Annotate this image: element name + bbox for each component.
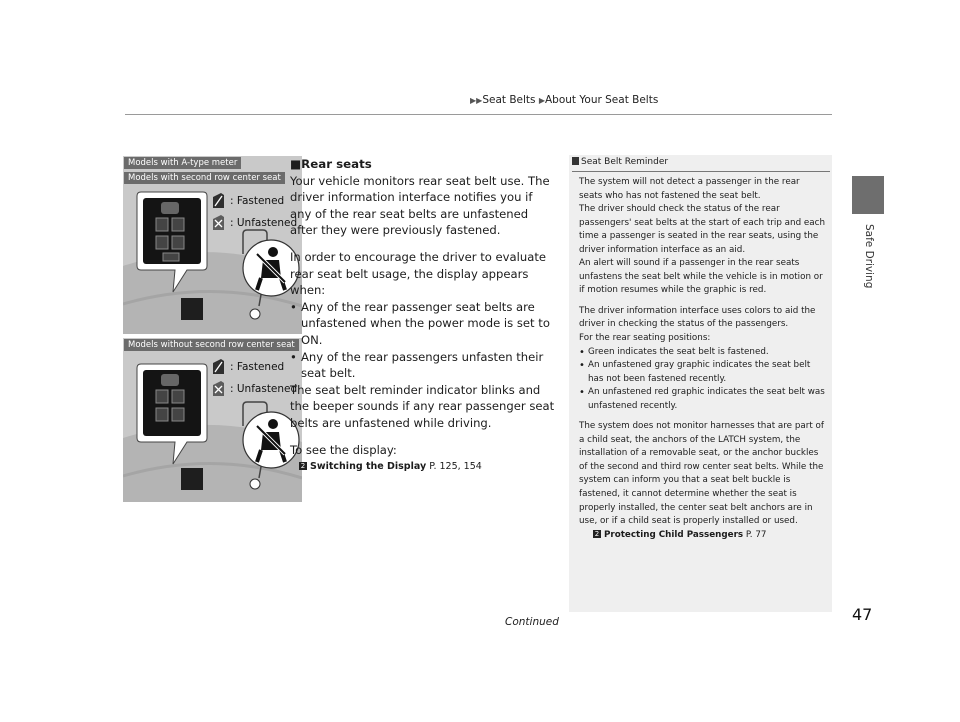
note-paragraph: The driver should check the status of the rear passengers' seat belts at the start of each trip and each time a passenger is seated in the rear seats, using the driver information interface as an aid. (579, 204, 826, 255)
reference-arrow-icon: 2 (300, 462, 306, 471)
breadcrumb-item-seat-belts[interactable]: Seat Belts (482, 94, 536, 106)
list-item: • Any of the rear passenger seat belts are unfastened when the power mode is set to ON. (290, 299, 555, 349)
rear-seat-icon (172, 236, 184, 249)
page-number: 47 (852, 605, 873, 624)
legend-unfastened (212, 214, 297, 231)
list-item: • Any of the rear passengers unfasten their seat belt. (290, 349, 555, 382)
note-list-item: • An unfastened gray graphic indicates the seat belt has not been fastened recently. (579, 359, 825, 386)
note-list-item: • An unfastened red graphic indicates the seat belt was unfastened recently. (579, 386, 825, 413)
note-title: Seat Belt Reminder (572, 157, 668, 167)
section-tab-label: Safe Driving (863, 224, 875, 289)
model-tag-second-row-center-seat: Models with second row center seat (124, 172, 285, 184)
note-body (579, 176, 825, 542)
cross-reference-child-passengers[interactable]: 2 Protecting Child Passengers P. 77 (594, 529, 767, 540)
condition-list (290, 299, 555, 382)
unfastened-seat-icon (212, 214, 225, 231)
note-paragraph: The system will not detect a passenger in the rear seats who has not fastened the seat belt. (579, 177, 800, 201)
legend-unfastened-label: : Unfastened (230, 216, 298, 229)
fastened-seat-icon (212, 358, 225, 375)
note-paragraph: An alert will sound if a passenger in the rear seats unfastens the seat belt while the vehicle is in motion or if motion resumes while the graphic is red. (579, 258, 823, 296)
legend-unfastened (212, 380, 297, 397)
paragraph-beeper: The seat belt reminder indicator blinks and the beeper sounds if any rear passenger seat belts are unfastened while driving. (290, 382, 555, 430)
rear-seat-icon (156, 390, 168, 403)
model-tag-without-second-row-center-seat: Models without second row center seat (124, 339, 299, 351)
paragraph-see-display: To see the display: (290, 442, 397, 457)
note-paragraph: The driver information interface uses colors to aid the driver in checking the status of the passengers. (579, 305, 816, 330)
breadcrumb (470, 94, 658, 106)
note-marker-icon (572, 157, 579, 165)
breadcrumb-arrow-icon: ▶ (538, 96, 545, 105)
note-paragraph: For the rear seating positions: (579, 333, 711, 344)
legend-unfastened-label: : Unfastened (230, 382, 298, 395)
legend-fastened-label: : Fastened (230, 194, 285, 207)
legend-fastened (212, 192, 284, 209)
note-divider (572, 171, 830, 172)
rear-seat-icon (172, 408, 184, 421)
section-tab-marker (852, 176, 884, 214)
header-divider (125, 114, 832, 115)
breadcrumb-arrow-icon: ▶▶ (470, 96, 483, 105)
legend-fastened (212, 358, 284, 375)
paragraph-encourage: In order to encourage the driver to evaluate rear seat belt usage, the display appears when: (290, 249, 547, 298)
reference-arrow-icon: 2 (594, 529, 600, 538)
fastened-seat-icon (212, 192, 225, 209)
rear-seat-icon (172, 218, 184, 231)
continued-label: Continued (505, 616, 559, 628)
unfastened-seat-icon (212, 380, 225, 397)
rear-seat-icon (156, 408, 168, 421)
cross-reference-switching-display[interactable]: 2 Switching the Display P. 125, 154 (300, 461, 482, 473)
note-list-item: • Green indicates the seat belt is fastened. (579, 346, 825, 360)
heading-square-icon: ■ (290, 157, 302, 171)
display-marker-square (181, 468, 203, 490)
legend-fastened-label: : Fastened (230, 360, 285, 373)
breadcrumb-item-about-seat-belts[interactable]: About Your Seat Belts (545, 94, 659, 106)
paragraph-monitoring: Your vehicle monitors rear seat belt use. The driver information interface notifies you if any of the rear seat belts are unfastened after they were previously fastened. (290, 173, 550, 238)
note-paragraph: The system does not monitor harnesses that are part of a child seat, the anchors of the LATCH system, the installation of a removable seat, or the anchor buckles of the second and third row center seat belts. While the system can inform you that a seat belt buckle is fastened, it cannot determine whether the seat is properly installed, the center seat belt anchors are in use, or if a child seat is properly installed or used. (579, 421, 824, 527)
section-heading: ■Rear seats (290, 157, 372, 171)
display-marker-square (181, 298, 203, 320)
rear-seat-icon (156, 218, 168, 231)
model-tag-a-type-meter: Models with A-type meter (124, 157, 241, 169)
main-content (290, 156, 555, 476)
rear-seat-icon (156, 236, 168, 249)
rear-seat-icon (172, 390, 184, 403)
